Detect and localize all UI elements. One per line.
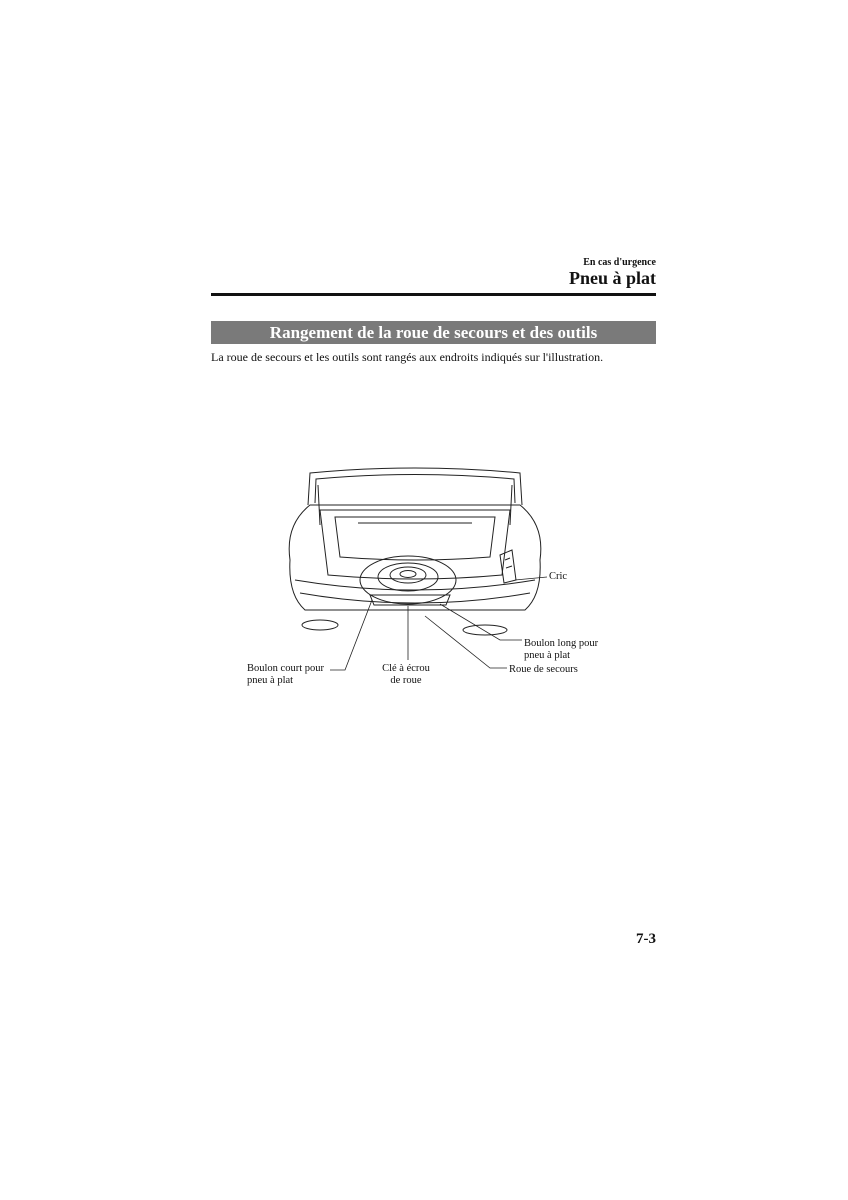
intro-paragraph: La roue de secours et les outils sont rangés aux endroits indiqués sur l'illustration.	[211, 350, 604, 364]
label-short-bolt	[247, 663, 324, 687]
page-number: 7-3	[636, 931, 656, 947]
label-long-bolt-line2: pneu à plat	[524, 650, 571, 661]
subsection-title: Rangement de la roue de secours et des outils	[269, 322, 598, 342]
label-spare-wheel: Roue de secours	[509, 664, 578, 675]
chapter-label: En cas d'urgence	[583, 257, 656, 268]
label-wheel-wrench-line2: de roue	[390, 675, 422, 686]
label-long-bolt-line1: Boulon long pour	[524, 638, 599, 649]
label-wheel-wrench-line1: Clé à écrou	[382, 663, 430, 674]
label-wheel-wrench	[373, 663, 439, 687]
label-cric: Cric	[549, 571, 568, 582]
label-long-bolt	[524, 638, 598, 662]
subsection-title-bar	[211, 321, 656, 344]
header-rule	[211, 293, 656, 296]
section-title: Pneu à plat	[568, 268, 656, 288]
label-short-bolt-line1: Boulon court pour	[247, 663, 324, 674]
label-short-bolt-line2: pneu à plat	[247, 675, 294, 686]
car-trunk-illustration	[280, 465, 550, 640]
